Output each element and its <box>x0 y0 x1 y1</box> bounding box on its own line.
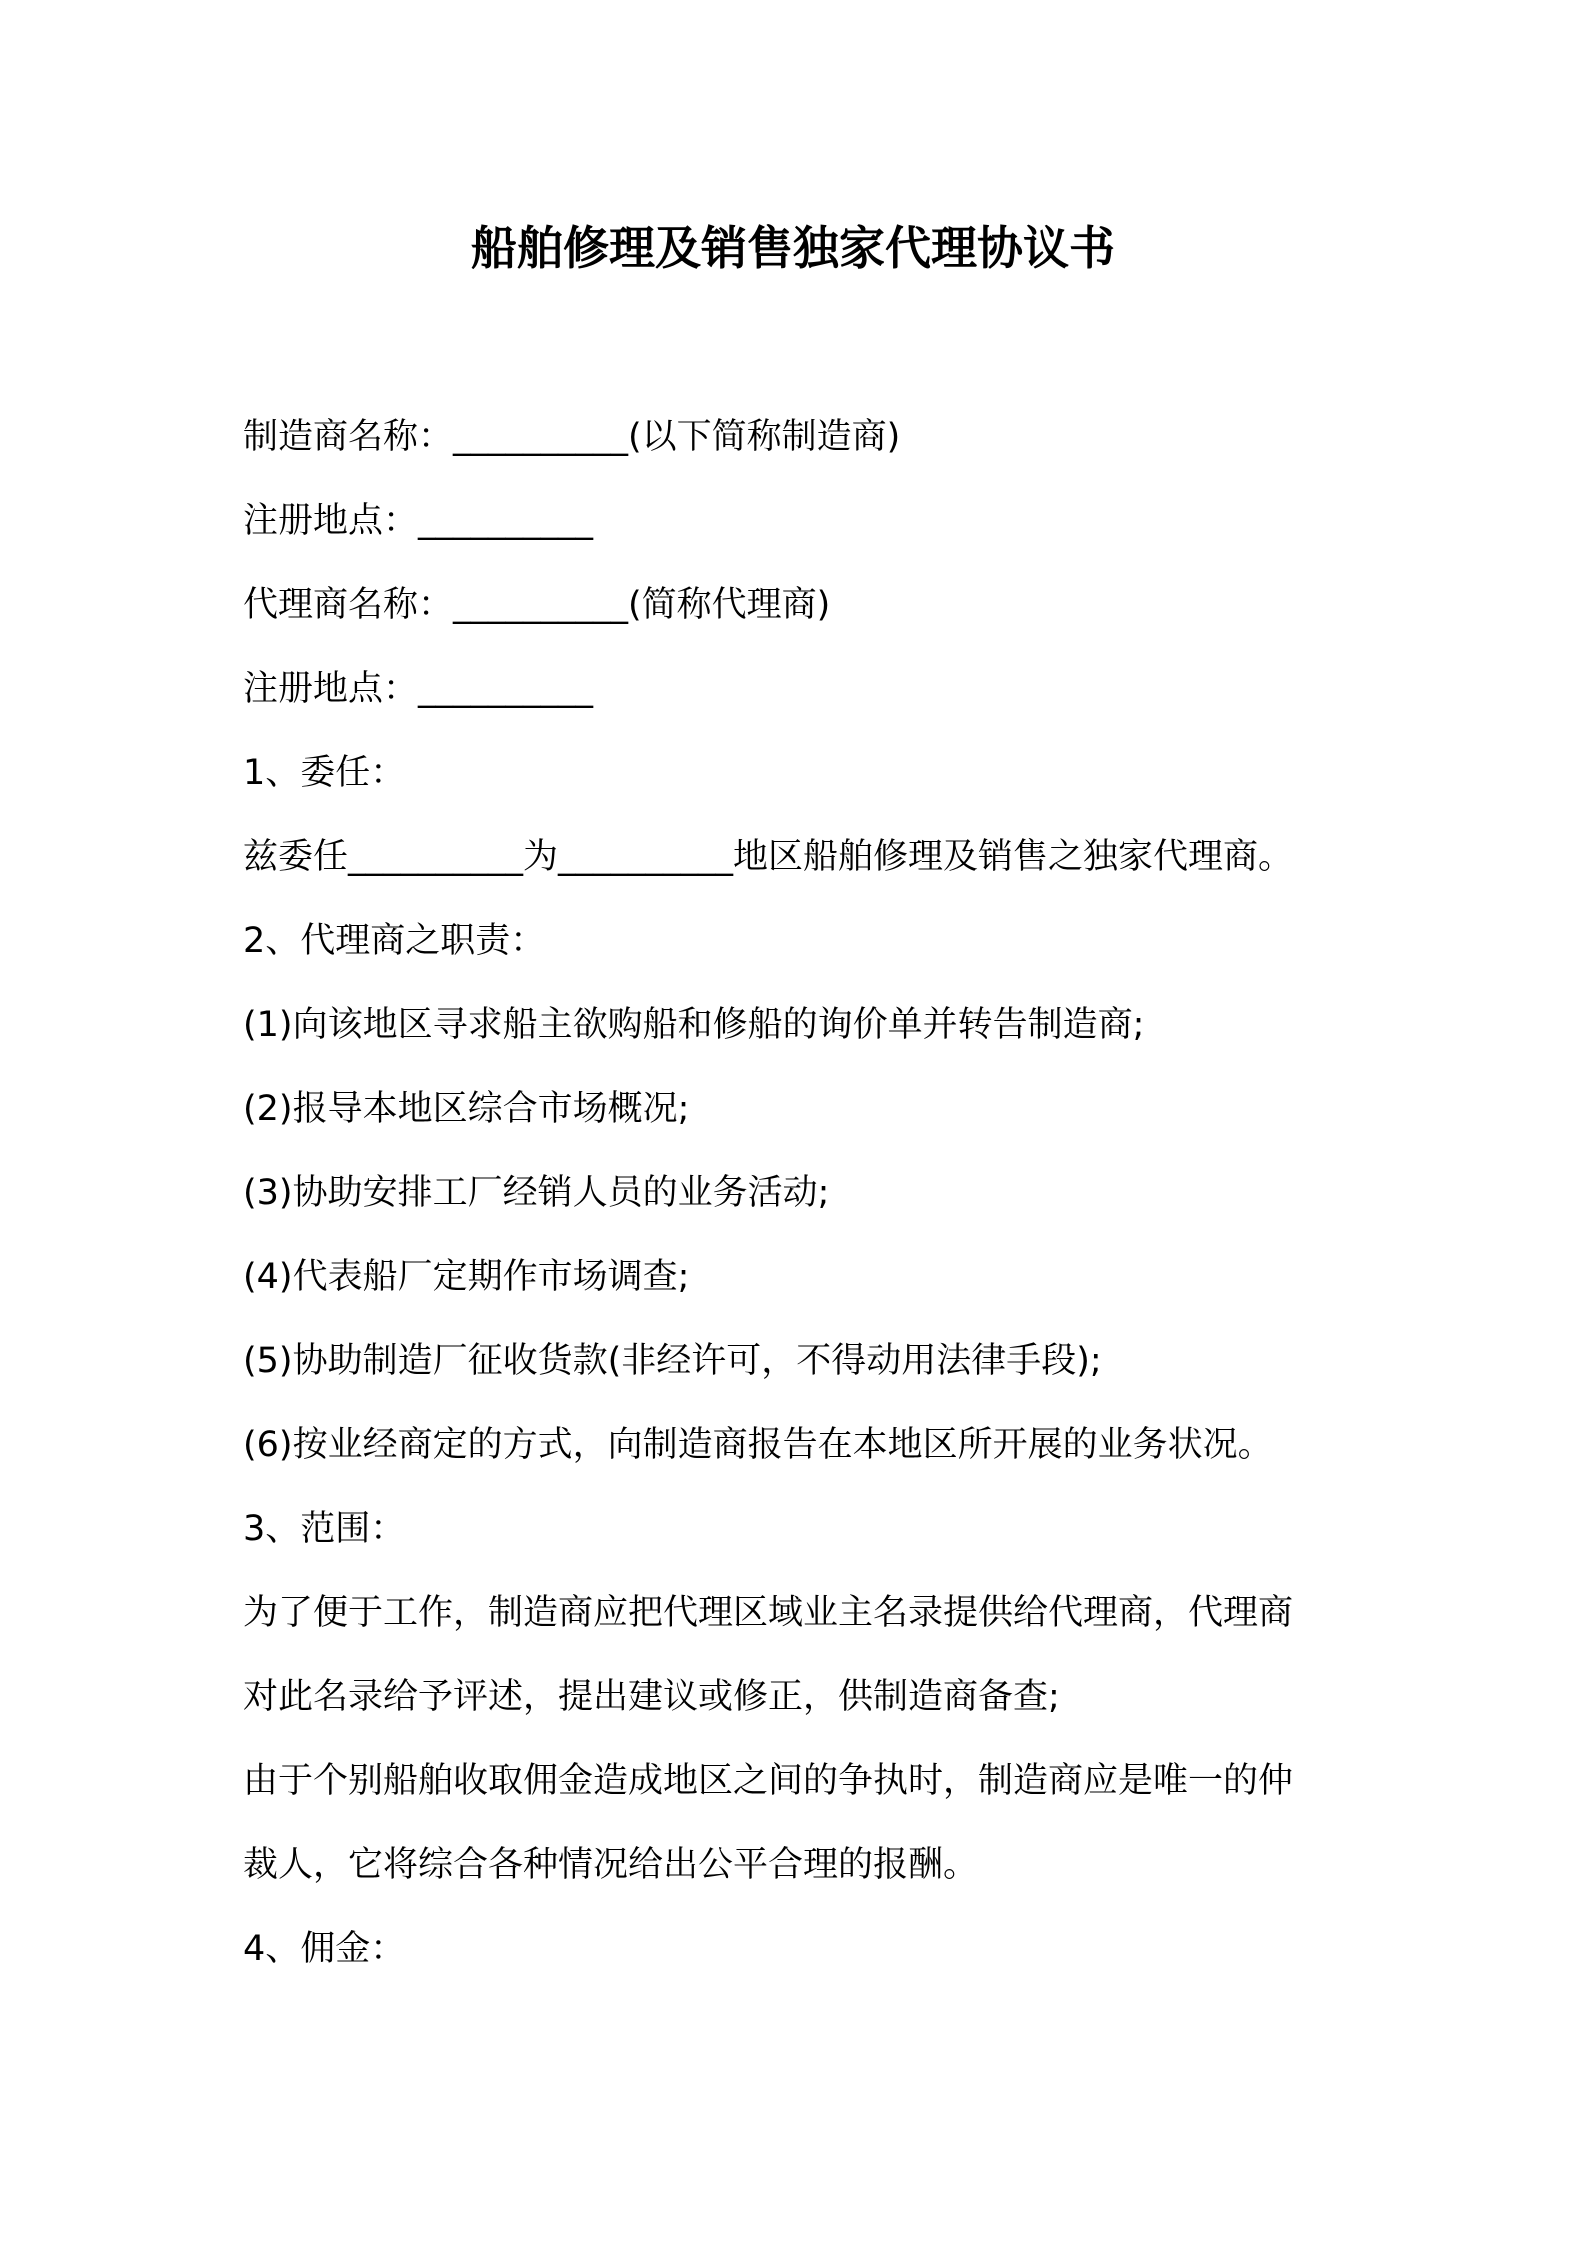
section-heading-duties: 2、代理商之职责： <box>243 921 546 961</box>
manufacturer-address-line: 注册地点：__________ <box>243 501 594 541</box>
duty-item-3: (3)协助安排工厂经销人员的业务活动; <box>243 1173 830 1213</box>
manufacturer-name-line: 制造商名称：__________(以下简称制造商) <box>243 417 901 457</box>
appointment-clause: 兹委任__________为__________地区船舶修理及销售之独家代理商。 <box>243 837 1294 877</box>
duty-item-6: (6)按业经商定的方式，向制造商报告在本地区所开展的业务状况。 <box>243 1425 1273 1465</box>
scope-paragraph-2-line-1: 由于个别船舶收取佣金造成地区之间的争执时，制造商应是唯一的仲 <box>243 1761 1294 1801</box>
duty-item-1: (1)向该地区寻求船主欲购船和修船的询价单并转告制造商; <box>243 1005 1145 1045</box>
section-heading-appointment: 1、委任： <box>243 753 406 793</box>
document-title: 船舶修理及销售独家代理协议书 <box>471 221 1115 275</box>
duty-item-2: (2)报导本地区综合市场概况; <box>243 1089 690 1129</box>
duty-item-4: (4)代表船厂定期作市场调查; <box>243 1257 690 1297</box>
section-heading-scope: 3、范围： <box>243 1509 406 1549</box>
scope-paragraph-1-line-2: 对此名录给予评述，提出建议或修正，供制造商备查; <box>243 1677 1060 1717</box>
agent-name-line: 代理商名称：__________(简称代理商) <box>243 585 831 625</box>
section-heading-commission: 4、佣金： <box>243 1929 406 1969</box>
agent-address-line: 注册地点：__________ <box>243 669 594 709</box>
duty-item-5: (5)协助制造厂征收货款(非经许可，不得动用法律手段); <box>243 1341 1102 1381</box>
scope-paragraph-1-line-1: 为了便于工作，制造商应把代理区域业主名录提供给代理商，代理商 <box>243 1593 1294 1633</box>
scope-paragraph-2-line-2: 裁人，它将综合各种情况给出公平合理的报酬。 <box>243 1845 979 1885</box>
